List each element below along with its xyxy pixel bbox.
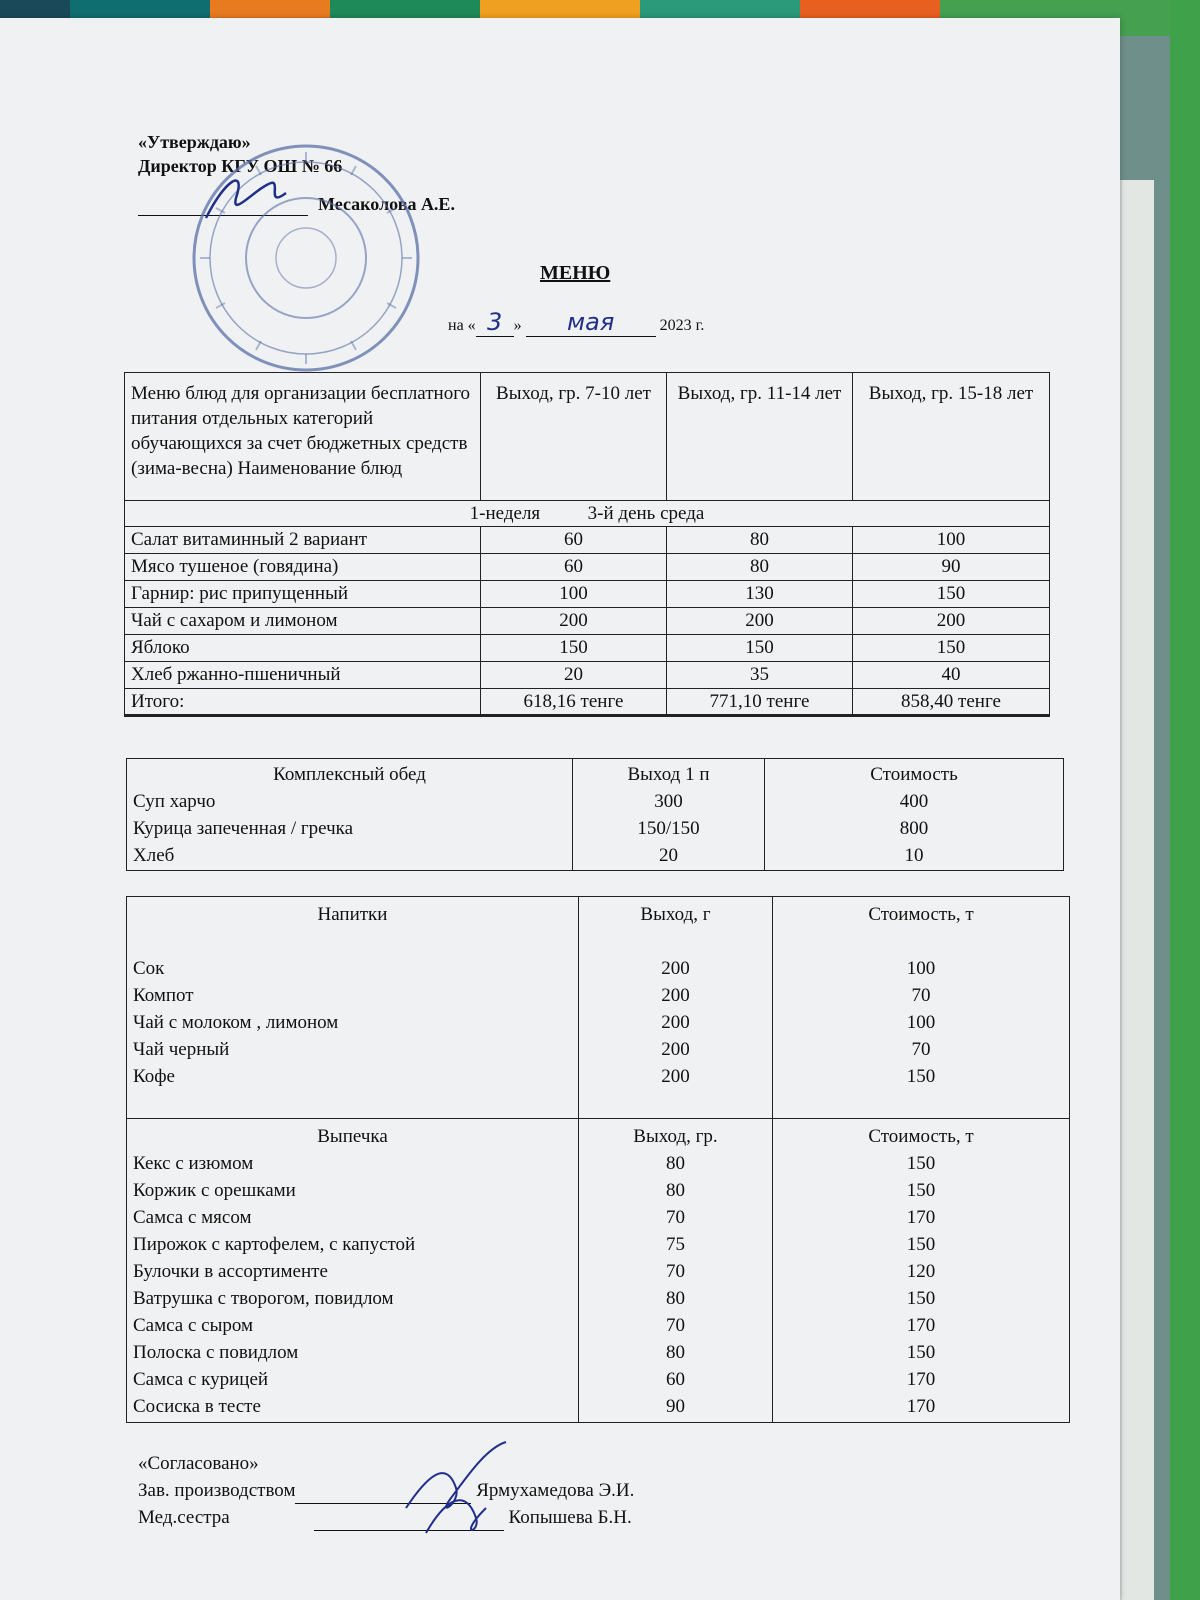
- signature-line: [138, 198, 308, 216]
- wall-background: [1170, 0, 1200, 1600]
- header-age-15-18: Выход, гр. 15-18 лет: [853, 373, 1050, 501]
- total-row: Итого: 618,16 тенге 771,10 тенге 858,40 тенге: [125, 689, 1050, 716]
- name-production-head: Ярмухамедова Э.И.: [476, 1480, 635, 1501]
- drinks-output: Выход, г 200 200 200 200 200: [579, 897, 773, 1119]
- menu-title: МЕНЮ: [540, 262, 611, 284]
- bakery-names: Выпечка Кекс с изюмом Коржик с орешками Самса с мясом Пирожок с картофелем, с капустой Булочки в ассортименте Ватрушка с творогом, повидлом Самса с сыром Полоска с повидлом Самса с курицей Сосиска в тесте: [127, 1119, 579, 1423]
- menu-sheet: [0, 18, 1120, 1600]
- name-nurse: Копышева Б.Н.: [508, 1507, 632, 1528]
- menu-date: на « 3 » мая 2023 г.: [448, 308, 705, 336]
- approval-block: [138, 130, 455, 216]
- complex-lunch-names: Комплексный обед Суп харчо Курица запеченная / гречка Хлеб: [127, 759, 573, 871]
- table-row: Хлеб ржанно-пшеничный 20 35 40: [125, 662, 1050, 689]
- agreed-title: «Согласовано»: [138, 1453, 259, 1474]
- header-age-11-14: Выход, гр. 11-14 лет: [667, 373, 853, 501]
- bakery-output: Выход, гр. 80 80 70 75 70 80 70 80 60 90: [579, 1119, 773, 1423]
- header-age-7-10: Выход, гр. 7-10 лет: [481, 373, 667, 501]
- complex-lunch-output: Выход 1 п 300 150/150 20: [573, 759, 765, 871]
- director-name: Месаколова А.Е.: [318, 194, 455, 214]
- date-year: 2023 г.: [659, 317, 705, 334]
- frame-rail: [1120, 180, 1154, 1600]
- drinks-names: Напитки Сок Компот Чай с молоком , лимоном Чай черный Кофе: [127, 897, 579, 1119]
- drinks-bakery-table: [126, 896, 1070, 1423]
- free-meal-table: [124, 372, 1050, 717]
- date-month: мая: [526, 308, 656, 337]
- complex-lunch-table: [126, 758, 1064, 871]
- bakery-price: Стоимость, т 150 150 170 150 120 150 170 150 170 170: [773, 1119, 1070, 1423]
- approval-title: «Утверждаю»: [138, 132, 251, 152]
- table-row: Мясо тушеное (говядина) 60 80 90: [125, 554, 1050, 581]
- role-production-head: Зав. производством: [138, 1480, 296, 1501]
- table-row: Салат витаминный 2 вариант 60 80 100: [125, 527, 1050, 554]
- date-day: 3: [476, 308, 514, 337]
- header-dish-name: Меню блюд для организации бесплатного питания отдельных категорий обучающихся за счет бюджетных средств (зима-весна) Наименование блюд: [125, 373, 481, 501]
- table-row: Гарнир: рис припущенный 100 130 150: [125, 581, 1050, 608]
- handwritten-signature-icon: [396, 1438, 516, 1548]
- role-nurse: Мед.сестра: [138, 1507, 230, 1528]
- drinks-price: Стоимость, т 100 70 100 70 150: [773, 897, 1070, 1119]
- approval-director: Директор КГУ ОШ № 66: [138, 156, 343, 176]
- week-day-row: 1-неделя 3-й день среда: [125, 501, 1050, 527]
- table-row: Яблоко 150 150 150: [125, 635, 1050, 662]
- table-row: Чай с сахаром и лимоном 200 200 200: [125, 608, 1050, 635]
- complex-lunch-price: Стоимость 400 800 10: [765, 759, 1064, 871]
- agreed-block: [138, 1450, 634, 1531]
